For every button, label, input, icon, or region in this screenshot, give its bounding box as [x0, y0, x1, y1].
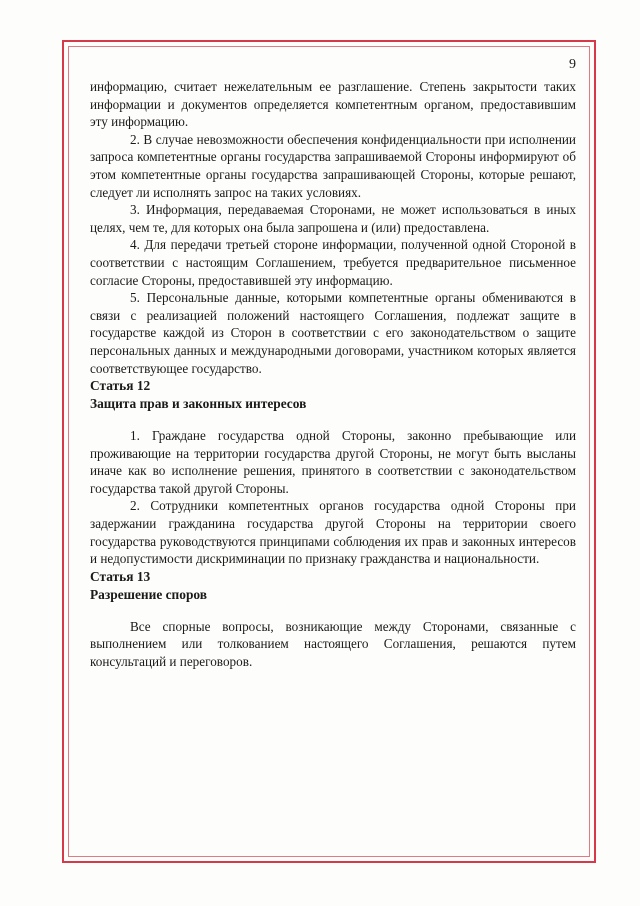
article-13-number: Статья 13: [90, 568, 151, 584]
article-13-paragraph-1: Все спорные вопросы, возникающие между Сторонами, связанные с выполнением или толкованием настоящего Соглашения, решаются путем консультаций и переговоров.: [90, 618, 576, 670]
paragraph-2: 2. В случае невозможности обеспечения конфиденциальности при исполнении запроса компетентные органы государства запрашиваемой Стороны информируют об этом компетентные органы государства запрашивающей Стороны, которые решают, следует ли исполнять запрос на таких условиях.: [90, 131, 576, 200]
intro-paragraph: информацию, считает нежелательным ее разглашение. Степень закрытости таких информации и документов определяется компетентным органом, предоставившим эту информацию.: [90, 79, 576, 130]
article-12-paragraph-2: 2. Сотрудники компетентных органов государства одной Стороны при задержании гражданина государства другой Стороны на территории своего государства руководствуются принципами соблюдения их прав и законных интересов и недопустимости дискриминации по признаку гражданства и национальности.: [90, 498, 576, 567]
paragraph-5: 5. Персональные данные, которыми компетентные органы обмениваются в связи с реализацией положений настоящего Соглашения, подлежат защите в государстве каждой из Сторон в соответствии с его законодательством о защите персональных данных и международными договорами, участником которых является соответствующее государство.: [90, 290, 576, 376]
paragraph-4: 4. Для передачи третьей стороне информации, полученной одной Стороной в соответствии с настоящим Соглашением, требуется предварительное письменное согласие Стороны, предоставившей эту информацию.: [90, 237, 576, 288]
article-12-number: Статья 12: [90, 378, 151, 394]
page-number: 9: [569, 57, 576, 72]
article-13-title: Разрешение споров: [90, 586, 208, 602]
article-12-title: Защита прав и законных интересов: [90, 396, 307, 412]
paragraph-3: 3. Информация, передаваемая Сторонами, не может использоваться в иных целях, чем те, для которых она была запрошена и (или) предоставлена.: [90, 202, 576, 235]
article-12-paragraph-1: 1. Граждане государства одной Стороны, законно пребывающие или проживающие на территории государства другой Стороны, не могут быть высланы иначе как во исполнение решения, принятого в соответствии с законодательством государства такой другой Стороны.: [90, 428, 576, 496]
document-body: [90, 78, 576, 671]
